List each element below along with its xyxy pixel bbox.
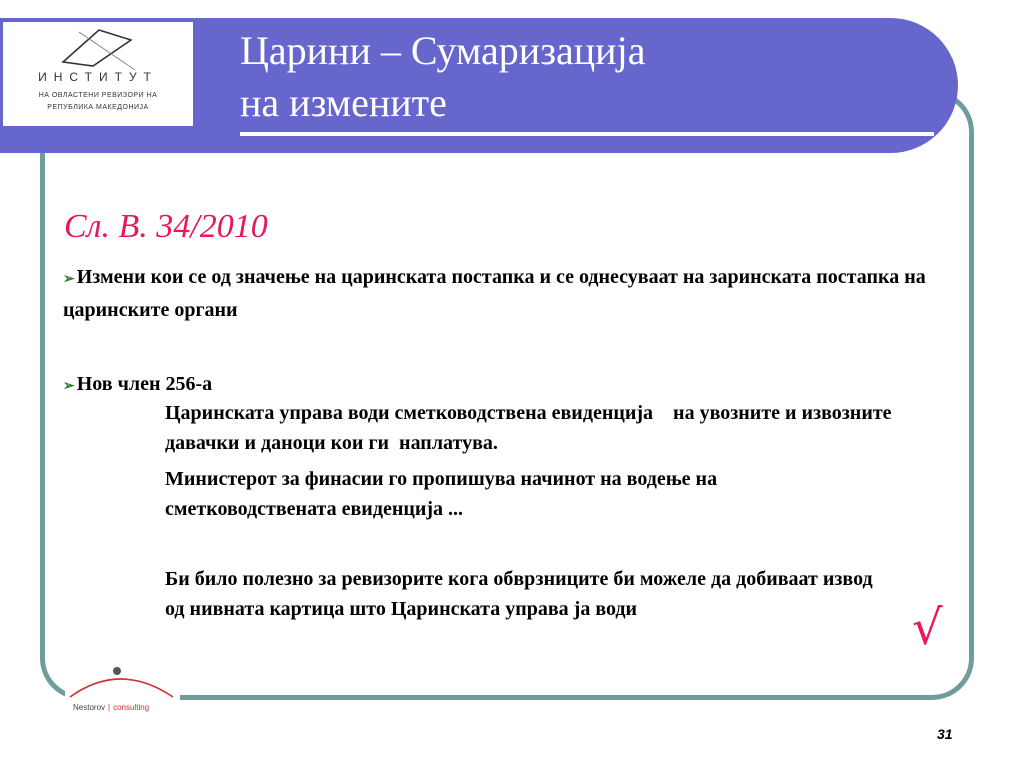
checkmark-icon: √ [912,600,943,656]
title-line-2: на измените [240,80,447,125]
logo-mark-icon [35,26,155,70]
paragraph: Министерот за финасии го пропишува начинот на водење на сметководствената евиденција ... [165,468,718,520]
bullet-text: Нов член 256-а [76,373,213,395]
logo-name: ИНСТИТУТ [38,70,158,84]
arrow-bullet-icon: ➢ [63,272,75,287]
bullet-text: Измени кои се од значење на царинската постапка и се однесуваат на заринската постапка на царинските органи [63,266,926,321]
logo-subtitle-2: РЕПУБЛИКА МАКЕДОНИЈА [47,104,149,111]
logo-separator: | [108,703,111,712]
arrow-bullet-icon: ➢ [63,379,75,394]
nestorov-logo-text [73,703,149,712]
bullet-item [63,262,953,325]
slide-title [240,25,880,129]
logo-company: Nestorov [73,703,106,712]
paragraph: Би било полезно за ревизорите кога обврзниците би можеле да добиваат извод од нивната картица што Царинската управа ја води [165,568,873,620]
institute-logo [3,22,193,126]
paragraph: Царинската управа води сметководствена евиденција на увозните и извозните давачки и даноци кои ги наплатува. [165,402,897,454]
title-underline [240,132,934,136]
page-number: 31 [937,726,953,742]
logo-arc-icon [65,665,180,705]
logo-subtitle-1: НА ОВЛАСТЕНИ РЕВИЗОРИ НА [38,92,158,99]
title-line-1: Царини – Сумаризација [240,28,646,73]
gazette-reference: Сл. В. 34/2010 [64,208,268,245]
logo-suffix: consulting [113,703,150,712]
